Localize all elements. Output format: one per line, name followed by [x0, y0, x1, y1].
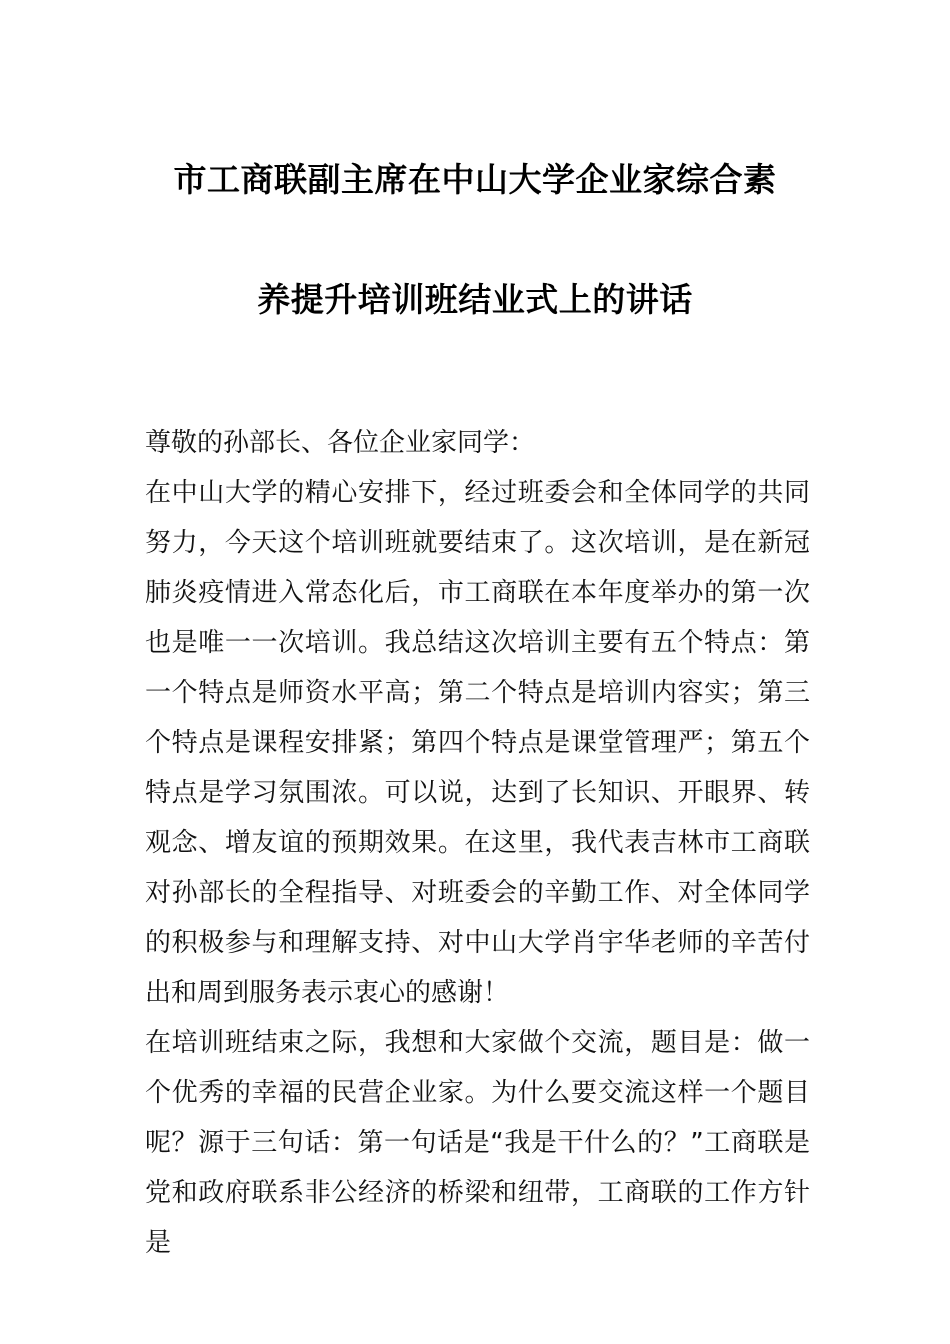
paragraph-2: 在培训班结束之际，我想和大家做个交流，题目是：做一个优秀的幸福的民营企业家。为什么要交流这样一个题目呢？源于三句话：第一句话是“我是干什么的？”工商联是党和政府联系非公经济的桥梁和纽带，工商联的工作方针是	[145, 1028, 810, 1258]
salutation: 尊敬的孙部长、各位企业家同学：	[145, 428, 536, 458]
paragraph-1: 在中山大学的精心安排下，经过班委会和全体同学的共同努力，今天这个培训班就要结束了。这次培训，是在新冠肺炎疫情进入常态化后，市工商联在本年度举办的第一次也是唯一一次培训。我总结这次培训主要有五个特点：第一个特点是师资水平高；第二个特点是培训内容实；第三个特点是课程安排紧；第四个特点是课堂管理严；第五个特点是学习氛围浓。可以说，达到了长知识、开眼界、转观念、增友谊的预期效果。在这里，我代表吉林市工商联对孙部长的全程指导、对班委会的辛勤工作、对全体同学的积极参与和理解支持、对中山大学肖宇华老师的辛苦付出和周到服务表示衷心的感谢！	[145, 478, 810, 1008]
document-title-line-2: 养提升培训班结业式上的讲话	[257, 280, 693, 319]
document-title-line-1: 市工商联副主席在中山大学企业家综合素	[173, 160, 777, 199]
document-body	[145, 418, 810, 1268]
